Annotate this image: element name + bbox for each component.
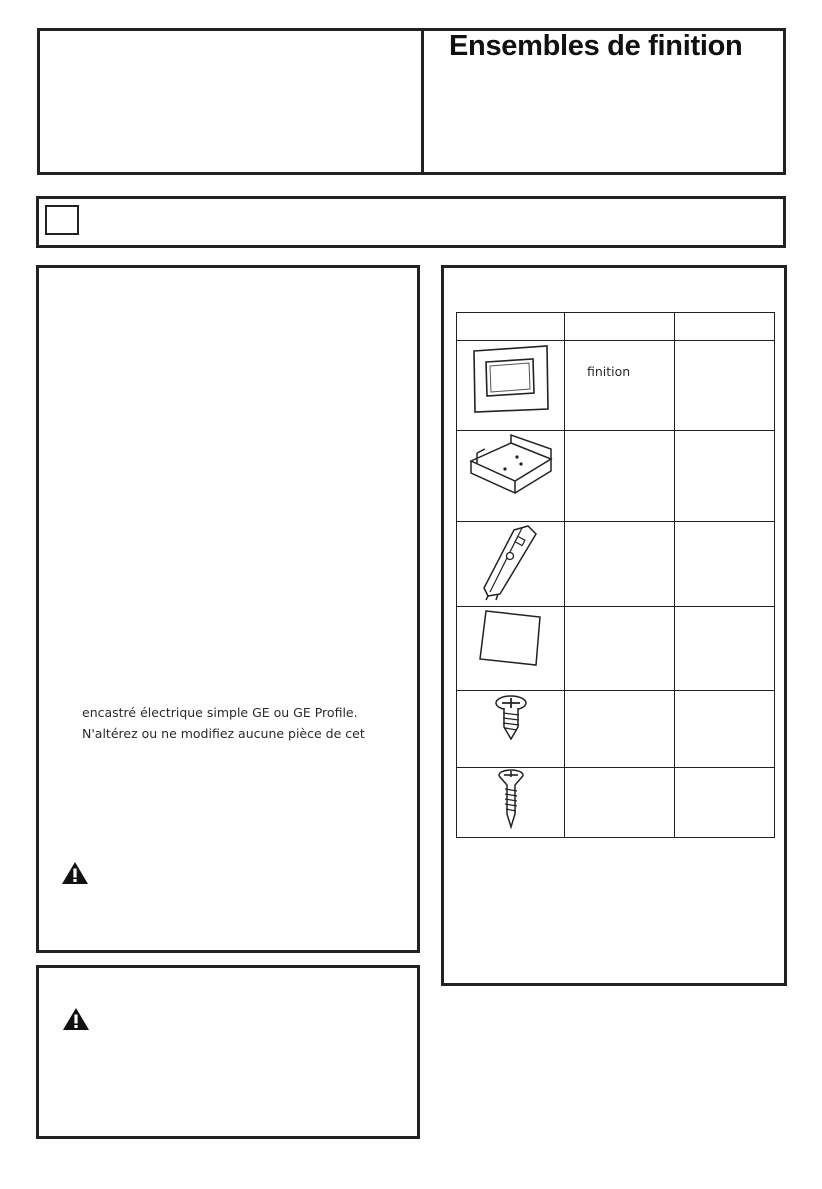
trim-frame-icon [471,341,551,415]
truss-head-screw-icon [491,691,531,743]
header-cell [457,313,565,341]
parts-table-header-row [457,313,775,341]
mounting-bracket-icon [465,431,557,495]
instruction-line-2: N'altérez ou ne modifiez aucune pièce de cet [82,726,365,741]
panel-sheet-icon [476,607,546,667]
rail-bracket-icon [474,522,548,602]
section-number-box [45,205,79,235]
warning-panel [36,965,420,1139]
table-row [457,691,775,768]
header-cell [565,313,675,341]
table-row [457,768,775,838]
instructions-panel [36,265,420,953]
table-row [457,341,775,431]
instruction-line-1: encastré électrique simple GE ou GE Profile. [82,705,358,720]
warning-triangle-icon [62,1007,90,1031]
header-divider [421,28,424,175]
table-row [457,431,775,522]
warning-triangle-icon [61,861,89,885]
table-row [457,607,775,691]
page-title: Ensembles de finition [449,30,743,62]
part-label: finition [587,364,631,379]
header-cell [675,313,775,341]
parts-table [456,312,775,838]
section-header-bar [36,196,786,248]
table-row [457,522,775,607]
flat-head-screw-icon [491,768,531,830]
